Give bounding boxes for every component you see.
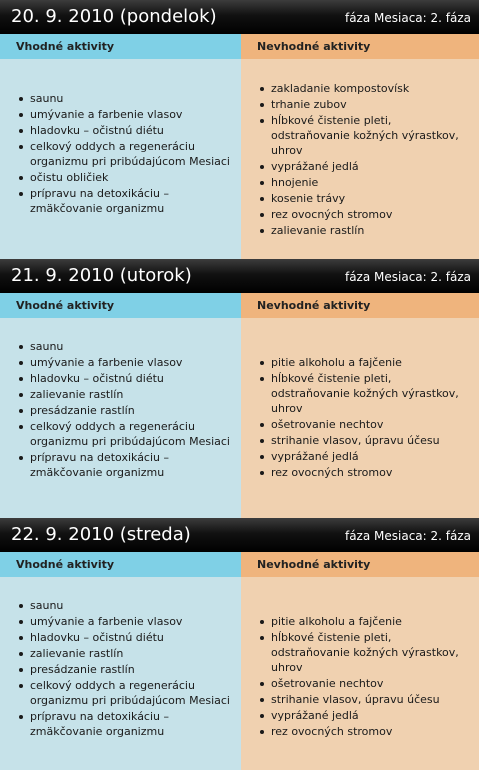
- activity-item: hĺbkové čistenie pleti, odstraňovanie kožných výrastkov, uhrov: [241, 371, 479, 416]
- activity-item: vyprážané jedlá: [241, 449, 479, 464]
- suitable-activities-list: [0, 91, 241, 217]
- suitable-activities-list: [0, 339, 241, 481]
- activity-item: zalievanie rastlín: [241, 223, 479, 238]
- day-header: [0, 0, 479, 34]
- activity-item: saunu: [0, 598, 241, 613]
- unsuitable-activities-list: [241, 614, 479, 740]
- unsuitable-activities-list: [241, 81, 479, 239]
- activity-item: hladovku – očistnú diétu: [0, 123, 241, 138]
- moon-phase: fáza Mesiaca: 2. fáza: [344, 11, 471, 25]
- activity-item: zakladanie kompostovísk: [241, 81, 479, 96]
- day-header: [0, 518, 479, 552]
- activity-item: strihanie vlasov, úpravu účesu: [241, 433, 479, 448]
- activity-item: rez ovocných stromov: [241, 207, 479, 222]
- activity-item: umývanie a farbenie vlasov: [0, 355, 241, 370]
- moon-phase: fáza Mesiaca: 2. fáza: [344, 270, 471, 284]
- unsuitable-activities-heading: Nevhodné aktivity: [241, 293, 479, 318]
- activity-item: presádzanie rastlín: [0, 403, 241, 418]
- unsuitable-activities: [241, 552, 479, 770]
- day-date: 22. 9. 2010 (streda): [11, 524, 191, 545]
- activity-item: očistu obličiek: [0, 170, 241, 185]
- suitable-activities: [0, 552, 241, 770]
- activity-item: zalievanie rastlín: [0, 387, 241, 402]
- activity-item: hĺbkové čistenie pleti, odstraňovanie kožných výrastkov, uhrov: [241, 630, 479, 675]
- activity-item: saunu: [0, 339, 241, 354]
- suitable-activities-heading: Vhodné aktivity: [0, 293, 241, 318]
- activity-item: trhanie zubov: [241, 97, 479, 112]
- activity-item: umývanie a farbenie vlasov: [0, 107, 241, 122]
- activity-item: pitie alkoholu a fajčenie: [241, 355, 479, 370]
- unsuitable-activities-heading: Nevhodné aktivity: [241, 34, 479, 59]
- unsuitable-activities: [241, 293, 479, 518]
- unsuitable-activities-heading: Nevhodné aktivity: [241, 552, 479, 577]
- activity-item: hladovku – očistnú diétu: [0, 630, 241, 645]
- activity-item: saunu: [0, 91, 241, 106]
- day-date: 20. 9. 2010 (pondelok): [11, 6, 217, 27]
- activity-item: hnojenie: [241, 175, 479, 190]
- activity-item: prípravu na detoxikáciu – zmäkčovanie organizmu: [0, 709, 241, 739]
- activity-item: celkový oddych a regeneráciu organizmu pri pribúdajúcom Mesiaci: [0, 139, 241, 169]
- activity-item: pitie alkoholu a fajčenie: [241, 614, 479, 629]
- activity-item: ošetrovanie nechtov: [241, 417, 479, 432]
- day-date: 21. 9. 2010 (utorok): [11, 265, 192, 286]
- activity-item: prípravu na detoxikáciu – zmäkčovanie organizmu: [0, 186, 241, 216]
- activity-item: prípravu na detoxikáciu – zmäkčovanie organizmu: [0, 450, 241, 480]
- activity-item: strihanie vlasov, úpravu účesu: [241, 692, 479, 707]
- suitable-activities-heading: Vhodné aktivity: [0, 34, 241, 59]
- unsuitable-activities-list: [241, 355, 479, 481]
- suitable-activities: [0, 34, 241, 259]
- activity-item: celkový oddych a regeneráciu organizmu pri pribúdajúcom Mesiaci: [0, 419, 241, 449]
- activity-item: ošetrovanie nechtov: [241, 676, 479, 691]
- activity-item: vyprážané jedlá: [241, 159, 479, 174]
- moon-phase: fáza Mesiaca: 2. fáza: [344, 529, 471, 543]
- day-block: [0, 259, 479, 518]
- unsuitable-activities: [241, 34, 479, 259]
- activity-item: hĺbkové čistenie pleti, odstraňovanie kožných výrastkov, uhrov: [241, 113, 479, 158]
- suitable-activities-list: [0, 598, 241, 740]
- activity-item: rez ovocných stromov: [241, 724, 479, 739]
- activity-item: celkový oddych a regeneráciu organizmu pri pribúdajúcom Mesiaci: [0, 678, 241, 708]
- activity-item: umývanie a farbenie vlasov: [0, 614, 241, 629]
- activity-item: zalievanie rastlín: [0, 646, 241, 661]
- suitable-activities-heading: Vhodné aktivity: [0, 552, 241, 577]
- suitable-activities: [0, 293, 241, 518]
- activity-item: vyprážané jedlá: [241, 708, 479, 723]
- activity-item: rez ovocných stromov: [241, 465, 479, 480]
- day-block: [0, 518, 479, 770]
- day-header: [0, 259, 479, 293]
- activity-item: kosenie trávy: [241, 191, 479, 206]
- activity-item: presádzanie rastlín: [0, 662, 241, 677]
- day-block: [0, 0, 479, 259]
- activity-item: hladovku – očistnú diétu: [0, 371, 241, 386]
